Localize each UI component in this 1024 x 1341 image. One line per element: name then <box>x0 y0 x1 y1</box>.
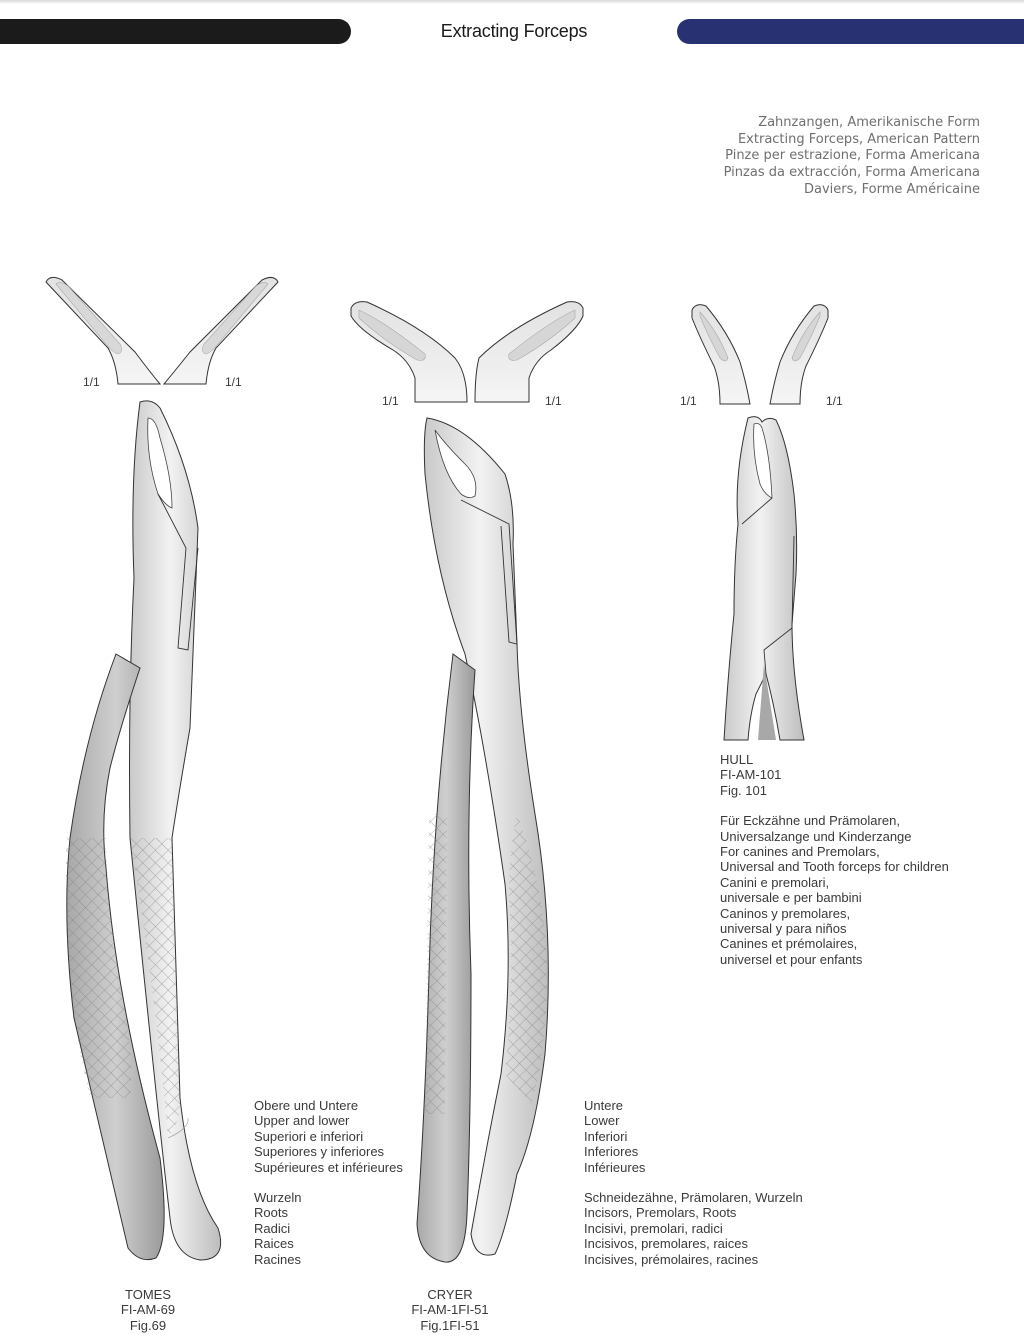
cryer-forceps-illustration <box>405 414 565 1264</box>
tomes-caption <box>78 1287 218 1333</box>
hull-forceps-illustration <box>718 414 808 744</box>
tomes-fig: Fig.69 <box>129 1317 167 1333</box>
cryer-usage-text <box>584 1098 803 1267</box>
cryer-beak-detail-illustration <box>345 298 590 404</box>
cryer-teeth-line: Incisivos, premolares, raices <box>584 1236 748 1252</box>
hull-description-line: Canines et prémolaires, <box>720 936 858 952</box>
hull-description-line: universal y para niños <box>720 921 847 937</box>
cryer-usage-line: Inferiori <box>584 1128 628 1144</box>
hull-description-line: Universal and Tooth forceps for children <box>720 859 949 875</box>
subtitle-block <box>724 115 980 199</box>
tomes-teeth-line: Roots <box>254 1205 288 1221</box>
hull-name: HULL <box>720 752 754 767</box>
tomes-usage-line: Superiori e inferiori <box>254 1128 364 1144</box>
tomes-name: TOMES <box>125 1287 171 1302</box>
hull-scale-right: 1/1 <box>826 394 843 408</box>
cryer-name: CRYER <box>427 1287 473 1302</box>
cryer-fig: Fig.1FI-51 <box>420 1317 480 1333</box>
tomes-scale-right: 1/1 <box>225 375 242 389</box>
tomes-forceps-illustration <box>60 398 230 1268</box>
tomes-teeth-line: Racines <box>254 1251 301 1267</box>
tomes-usage-line: Upper and lower <box>254 1113 350 1129</box>
hull-description-line: Universalzange und Kinderzange <box>720 828 912 844</box>
subtitle-line-it: Pinze per estrazione, Forma Americana <box>725 148 980 164</box>
hull-code: FI-AM-101 <box>720 767 782 783</box>
header-bar-left <box>0 19 351 44</box>
tomes-usage-line: Supérieures et inférieures <box>254 1159 403 1175</box>
page-title: Extracting Forceps <box>440 21 588 41</box>
tomes-usage-text <box>254 1098 403 1267</box>
hull-scale-left: 1/1 <box>680 394 697 408</box>
hull-description-line: For canines and Premolars, <box>720 844 880 860</box>
hull-info-text <box>720 752 949 967</box>
cryer-scale-right: 1/1 <box>545 394 562 408</box>
cryer-usage-line: Inférieures <box>584 1159 646 1175</box>
tomes-beak-detail-illustration <box>40 272 285 387</box>
cryer-teeth-line: Incisivi, premolari, radici <box>584 1220 723 1236</box>
hull-description-line: Caninos y premolares, <box>720 905 851 921</box>
hull-description-line: Canini e premolari, <box>720 874 830 890</box>
cryer-scale-left: 1/1 <box>382 394 399 408</box>
hull-description-line: Für Eckzähne und Prämolaren, <box>720 813 900 829</box>
hull-description-line: universel et pour enfants <box>720 951 863 967</box>
subtitle-line-de: Zahnzangen, Amerikanische Form <box>758 115 980 130</box>
tomes-scale-left: 1/1 <box>83 375 100 389</box>
subtitle-line-en: Extracting Forceps, American Pattern <box>737 131 980 147</box>
cryer-usage-line: Inferiores <box>584 1144 639 1160</box>
subtitle-line-fr: Daviers, Forme Américaine <box>803 181 980 197</box>
tomes-teeth-line: Radici <box>254 1220 291 1236</box>
tomes-code: FI-AM-69 <box>120 1302 176 1318</box>
cryer-usage-line: Lower <box>584 1113 620 1129</box>
header-bar-right <box>677 19 1024 44</box>
cryer-teeth-line: Schneidezähne, Prämolaren, Wurzeln <box>584 1190 803 1206</box>
top-shade <box>0 0 1024 4</box>
hull-beak-detail-illustration <box>688 302 833 406</box>
hull-description-line: universale e per bambini <box>720 890 862 906</box>
cryer-code: FI-AM-1FI-51 <box>411 1302 489 1318</box>
tomes-usage-line: Obere und Untere <box>254 1098 359 1113</box>
tomes-teeth-line: Wurzeln <box>254 1190 302 1206</box>
hull-fig: Fig. 101 <box>720 782 767 798</box>
cryer-caption <box>380 1287 520 1333</box>
subtitle-line-es: Pinzas da extracción, Forma Americana <box>723 165 980 181</box>
tomes-teeth-line: Raices <box>254 1236 294 1252</box>
tomes-usage-line: Superiores y inferiores <box>254 1144 385 1160</box>
cryer-usage-line: Untere <box>584 1098 624 1113</box>
cryer-teeth-line: Incisives, prémolaires, racines <box>584 1251 759 1267</box>
cryer-teeth-line: Incisors, Premolars, Roots <box>584 1205 737 1221</box>
